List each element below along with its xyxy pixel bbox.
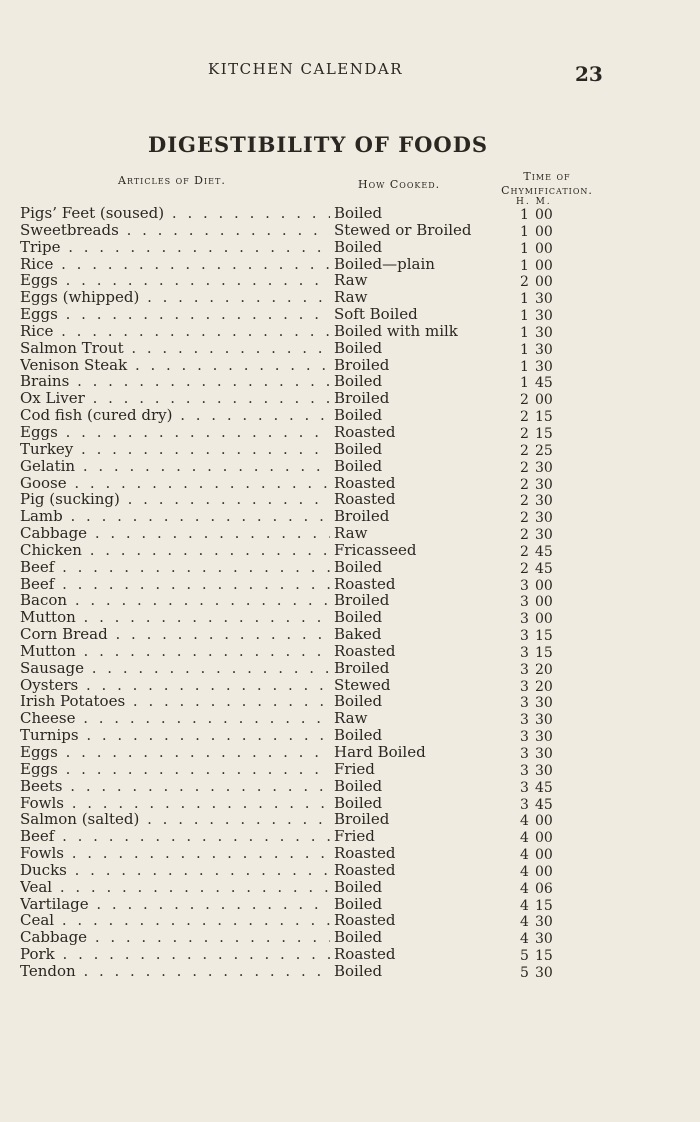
table-row bbox=[20, 643, 680, 660]
how-cooked: Raw bbox=[334, 288, 368, 307]
column-header-time-line2: Chymification. bbox=[501, 184, 593, 197]
time-minutes: 45 bbox=[535, 779, 553, 796]
time-hours: 1 bbox=[520, 223, 529, 240]
how-cooked: Boiled bbox=[334, 204, 383, 222]
how-cooked: Boiled bbox=[334, 338, 383, 357]
time-minutes: 30 bbox=[535, 358, 553, 375]
time-hours: 3 bbox=[520, 678, 529, 695]
time-hours: 3 bbox=[520, 729, 529, 746]
table-row bbox=[20, 963, 680, 980]
time-minutes: 15 bbox=[535, 425, 553, 442]
time-hours: 4 bbox=[520, 880, 529, 897]
how-cooked: Roasted bbox=[334, 422, 396, 441]
how-cooked: Fricasseed bbox=[334, 540, 417, 559]
time-hours: 1 bbox=[520, 240, 529, 257]
table-row bbox=[20, 677, 680, 694]
time-hours: 4 bbox=[520, 813, 529, 830]
time-minutes: 30 bbox=[535, 712, 553, 729]
time-hours: 2 bbox=[520, 527, 529, 544]
time-hours: 5 bbox=[520, 948, 529, 965]
time-minutes: 45 bbox=[535, 375, 553, 392]
table-row bbox=[20, 340, 680, 357]
table-row bbox=[20, 592, 680, 609]
how-cooked: Boiled bbox=[334, 928, 383, 947]
time-minutes: 45 bbox=[535, 560, 553, 577]
how-cooked: Raw bbox=[334, 524, 368, 543]
time-hours: 4 bbox=[520, 863, 529, 880]
table-row bbox=[20, 407, 680, 424]
time-minutes: 30 bbox=[535, 308, 553, 325]
time-minutes: 00 bbox=[535, 847, 553, 864]
article-of-diet: Vartilage . . . bbox=[20, 896, 330, 913]
how-cooked: Hard Boiled bbox=[334, 743, 426, 761]
time-hours: 2 bbox=[520, 274, 529, 291]
time-hours: 3 bbox=[520, 762, 529, 779]
how-cooked: Roasted bbox=[334, 574, 396, 593]
running-head: KITCHEN CALENDAR bbox=[208, 60, 404, 78]
article-of-diet: Beef . . . bbox=[20, 828, 330, 845]
time-hours: 3 bbox=[520, 796, 529, 813]
time-hours: 2 bbox=[520, 560, 529, 577]
time-minutes: 30 bbox=[535, 459, 553, 476]
column-header-time bbox=[492, 170, 602, 198]
time-minutes: 30 bbox=[535, 729, 553, 746]
how-cooked: Stewed or Broiled bbox=[334, 220, 472, 239]
article-of-diet: Ox Liver . . . bbox=[20, 390, 330, 407]
how-cooked: Fried bbox=[334, 759, 375, 778]
article-of-diet: Pig (sucking) . . . bbox=[20, 491, 330, 508]
time-hours: 2 bbox=[520, 409, 529, 426]
table-row bbox=[20, 373, 680, 390]
how-cooked: Boiled bbox=[334, 692, 383, 711]
table-row bbox=[20, 609, 680, 626]
how-cooked: Roasted bbox=[334, 860, 396, 879]
article-of-diet: Ducks . . . bbox=[20, 862, 330, 879]
time-hours: 4 bbox=[520, 914, 529, 931]
page-number: 23 bbox=[575, 62, 603, 86]
column-header-units: H. M. bbox=[516, 197, 552, 207]
article-of-diet: Rice . . . bbox=[20, 256, 330, 273]
table-row bbox=[20, 525, 680, 542]
article-of-diet: Rice . . . bbox=[20, 323, 330, 340]
digestibility-table bbox=[20, 205, 680, 980]
article-of-diet: Eggs . . . bbox=[20, 761, 330, 778]
table-row bbox=[20, 458, 680, 475]
time-hours: 4 bbox=[520, 931, 529, 948]
article-of-diet: Turkey . . . bbox=[20, 441, 330, 458]
article-of-diet: Cabbage . . . bbox=[20, 525, 330, 542]
time-hours: 1 bbox=[520, 257, 529, 274]
time-minutes: 00 bbox=[535, 863, 553, 880]
time-hours: 3 bbox=[520, 611, 529, 628]
table-row bbox=[20, 946, 680, 963]
table-row bbox=[20, 390, 680, 407]
article-of-diet: Eggs . . . bbox=[20, 744, 330, 761]
how-cooked: Boiled bbox=[334, 557, 383, 576]
time-minutes: 30 bbox=[535, 746, 553, 762]
table-row bbox=[20, 710, 680, 727]
article-of-diet: Eggs . . . bbox=[20, 272, 330, 289]
time-minutes: 30 bbox=[535, 527, 553, 544]
article-of-diet: Irish Potatoes . . . bbox=[20, 693, 330, 710]
time-hours: 2 bbox=[520, 543, 529, 560]
how-cooked: Boiled bbox=[334, 793, 383, 812]
article-of-diet: Fowls . . . bbox=[20, 845, 330, 862]
time-hours: 4 bbox=[520, 847, 529, 864]
time-minutes: 30 bbox=[535, 476, 553, 493]
time-hours: 1 bbox=[520, 291, 529, 308]
table-row bbox=[20, 441, 680, 458]
how-cooked: Roasted bbox=[334, 945, 396, 964]
article-of-diet: Eggs . . . bbox=[20, 424, 330, 441]
how-cooked: Broiled bbox=[334, 355, 390, 374]
time-hours: 3 bbox=[520, 628, 529, 645]
table-row bbox=[20, 424, 680, 441]
how-cooked: Roasted bbox=[334, 641, 396, 660]
how-cooked: Broiled bbox=[334, 591, 390, 610]
table-row bbox=[20, 222, 680, 239]
how-cooked: Stewed bbox=[334, 675, 391, 694]
how-cooked: Boiled bbox=[334, 776, 383, 795]
table-row bbox=[20, 205, 680, 222]
time-hours: 2 bbox=[520, 493, 529, 510]
article-of-diet: Ceal . . . bbox=[20, 912, 330, 929]
table-row bbox=[20, 660, 680, 677]
how-cooked: Boiled bbox=[334, 237, 383, 256]
article-of-diet: Fowls . . . bbox=[20, 795, 330, 812]
article-of-diet: Pork . . . bbox=[20, 946, 330, 963]
table-row bbox=[20, 559, 680, 576]
time-minutes: 06 bbox=[535, 880, 553, 897]
page-title: DIGESTIBILITY OF FOODS bbox=[148, 132, 489, 157]
table-row bbox=[20, 862, 680, 879]
time-hours: 1 bbox=[520, 358, 529, 375]
article-of-diet: Lamb . . . bbox=[20, 508, 330, 525]
time-hours: 2 bbox=[520, 392, 529, 409]
article-of-diet: Bacon . . . bbox=[20, 592, 330, 609]
article-of-diet: Turnips . . . bbox=[20, 727, 330, 744]
article-of-diet: Venison Steak . . . bbox=[20, 357, 330, 374]
table-row bbox=[20, 576, 680, 593]
article-of-diet: Veal . . . bbox=[20, 879, 330, 896]
table-row bbox=[20, 795, 680, 812]
time-minutes: 30 bbox=[535, 964, 553, 981]
article-of-diet: Brains . . . bbox=[20, 373, 330, 390]
time-hours: 1 bbox=[520, 341, 529, 358]
how-cooked: Boiled bbox=[334, 372, 383, 391]
article-of-diet: Beets . . . bbox=[20, 778, 330, 795]
column-header-articles: Articles of Diet. bbox=[118, 174, 226, 187]
article-of-diet: Sweetbreads . . . bbox=[20, 222, 330, 239]
article-of-diet: Sausage . . . bbox=[20, 660, 330, 677]
article-of-diet: Cabbage . . . bbox=[20, 929, 330, 946]
time-minutes: 00 bbox=[535, 240, 553, 257]
time-hours: 3 bbox=[520, 577, 529, 594]
time-minutes: 45 bbox=[535, 543, 553, 560]
article-of-diet: Tendon . . . bbox=[20, 963, 330, 980]
time-minutes: 00 bbox=[535, 392, 553, 409]
time-hours: 2 bbox=[520, 510, 529, 527]
time-hours: 1 bbox=[520, 207, 529, 223]
table-row bbox=[20, 896, 680, 913]
time-minutes: 15 bbox=[535, 409, 553, 426]
how-cooked: Roasted bbox=[334, 911, 396, 930]
table-row bbox=[20, 475, 680, 492]
how-cooked: Boiled bbox=[334, 877, 383, 896]
time-minutes: 30 bbox=[535, 914, 553, 931]
time-minutes: 30 bbox=[535, 510, 553, 527]
how-cooked: Boiled—plain bbox=[334, 254, 435, 273]
table-row bbox=[20, 845, 680, 862]
time-hours: 2 bbox=[520, 476, 529, 493]
time-hours: 3 bbox=[520, 594, 529, 611]
table-row bbox=[20, 828, 680, 845]
table-row bbox=[20, 542, 680, 559]
time-minutes: 00 bbox=[535, 257, 553, 274]
how-cooked: Boiled bbox=[334, 726, 383, 745]
time-hours: 3 bbox=[520, 644, 529, 661]
time-hours: 1 bbox=[520, 308, 529, 325]
how-cooked: Soft Boiled bbox=[334, 305, 418, 324]
column-header-how-cooked: How Cooked. bbox=[358, 178, 441, 191]
table-row bbox=[20, 239, 680, 256]
time-minutes: 20 bbox=[535, 678, 553, 695]
time-minutes: 30 bbox=[535, 695, 553, 712]
time-minutes: 20 bbox=[535, 661, 553, 678]
table-row bbox=[20, 761, 680, 778]
time-minutes: 30 bbox=[535, 341, 553, 358]
time-minutes: 00 bbox=[535, 274, 553, 291]
time-minutes: 15 bbox=[535, 948, 553, 965]
table-row bbox=[20, 693, 680, 710]
table-row bbox=[20, 912, 680, 929]
article-of-diet: Pigs’ Feet (soused) . . . bbox=[20, 205, 330, 222]
time-minutes: 30 bbox=[535, 324, 553, 341]
how-cooked: Roasted bbox=[334, 473, 396, 492]
time-minutes: 30 bbox=[535, 931, 553, 948]
how-cooked: Boiled bbox=[334, 608, 383, 627]
time-minutes: 15 bbox=[535, 897, 553, 914]
article-of-diet: Oysters . . . bbox=[20, 677, 330, 694]
article-of-diet: Chicken . . . bbox=[20, 542, 330, 559]
time-minutes: 00 bbox=[535, 207, 553, 223]
time-minutes: 30 bbox=[535, 291, 553, 308]
table-row bbox=[20, 727, 680, 744]
table-row bbox=[20, 306, 680, 323]
how-cooked: Broiled bbox=[334, 389, 390, 408]
table-row bbox=[20, 626, 680, 643]
time-hours: 2 bbox=[520, 442, 529, 459]
time-minutes: 15 bbox=[535, 644, 553, 661]
how-cooked: Raw bbox=[334, 709, 368, 728]
how-cooked: Roasted bbox=[334, 490, 396, 509]
time-minutes: 00 bbox=[535, 813, 553, 830]
time-minutes: 00 bbox=[535, 223, 553, 240]
article-of-diet: Mutton . . . bbox=[20, 643, 330, 660]
table-row bbox=[20, 272, 680, 289]
how-cooked: Boiled bbox=[334, 439, 383, 458]
table-row bbox=[20, 508, 680, 525]
how-cooked: Broiled bbox=[334, 810, 390, 829]
time-hours: 4 bbox=[520, 897, 529, 914]
time-minutes: 30 bbox=[535, 762, 553, 779]
table-row bbox=[20, 256, 680, 273]
time-hours: 4 bbox=[520, 830, 529, 847]
time-minutes: 00 bbox=[535, 830, 553, 847]
article-of-diet: Cod fish (cured dry) . . . bbox=[20, 407, 330, 424]
time-hours: 1 bbox=[520, 324, 529, 341]
table-row bbox=[20, 744, 680, 761]
article-of-diet: Mutton . . . bbox=[20, 609, 330, 626]
time-minutes: 25 bbox=[535, 442, 553, 459]
article-of-diet: Beef . . . bbox=[20, 576, 330, 593]
article-of-diet: Beef . . . bbox=[20, 559, 330, 576]
time-hours: 1 bbox=[520, 375, 529, 392]
time-hours: 3 bbox=[520, 779, 529, 796]
time-hours: 2 bbox=[520, 425, 529, 442]
how-cooked: Broiled bbox=[334, 507, 390, 526]
time-minutes: 00 bbox=[535, 594, 553, 611]
time-hours: 5 bbox=[520, 964, 529, 981]
time-hours: 3 bbox=[520, 661, 529, 678]
table-row bbox=[20, 357, 680, 374]
time-minutes: 15 bbox=[535, 628, 553, 645]
how-cooked: Boiled bbox=[334, 894, 383, 913]
table-row bbox=[20, 879, 680, 896]
how-cooked: Broiled bbox=[334, 658, 390, 677]
article-of-diet: Corn Bread . . . bbox=[20, 626, 330, 643]
article-of-diet: Goose . . . bbox=[20, 475, 330, 492]
how-cooked: Boiled with milk bbox=[334, 321, 458, 340]
table-row bbox=[20, 491, 680, 508]
article-of-diet: Eggs . . . bbox=[20, 306, 330, 323]
time-minutes: 00 bbox=[535, 577, 553, 594]
how-cooked: Raw bbox=[334, 271, 368, 290]
time-hours: 3 bbox=[520, 695, 529, 712]
how-cooked: Boiled bbox=[334, 456, 383, 475]
how-cooked: Boiled bbox=[334, 406, 383, 425]
time-hours: 3 bbox=[520, 746, 529, 762]
article-of-diet: Salmon (salted) . . . bbox=[20, 811, 330, 828]
how-cooked: Roasted bbox=[334, 844, 396, 863]
article-of-diet: Cheese . . . bbox=[20, 710, 330, 727]
table-row bbox=[20, 323, 680, 340]
time-minutes: 00 bbox=[535, 611, 553, 628]
table-row bbox=[20, 929, 680, 946]
time-minutes: 30 bbox=[535, 493, 553, 510]
how-cooked: Boiled bbox=[334, 961, 383, 980]
article-of-diet: Gelatin . . . bbox=[20, 458, 330, 475]
time-hours: 2 bbox=[520, 459, 529, 476]
time-minutes: 45 bbox=[535, 796, 553, 813]
table-row bbox=[20, 811, 680, 828]
article-of-diet: Eggs (whipped) . . . bbox=[20, 289, 330, 306]
article-of-diet: Salmon Trout . . . bbox=[20, 340, 330, 357]
time-hours: 3 bbox=[520, 712, 529, 729]
table-row bbox=[20, 778, 680, 795]
column-header-time-line1: Time of bbox=[523, 170, 571, 183]
article-of-diet: Tripe . . . bbox=[20, 239, 330, 256]
how-cooked: Fried bbox=[334, 827, 375, 846]
how-cooked: Baked bbox=[334, 625, 382, 644]
table-row bbox=[20, 289, 680, 306]
